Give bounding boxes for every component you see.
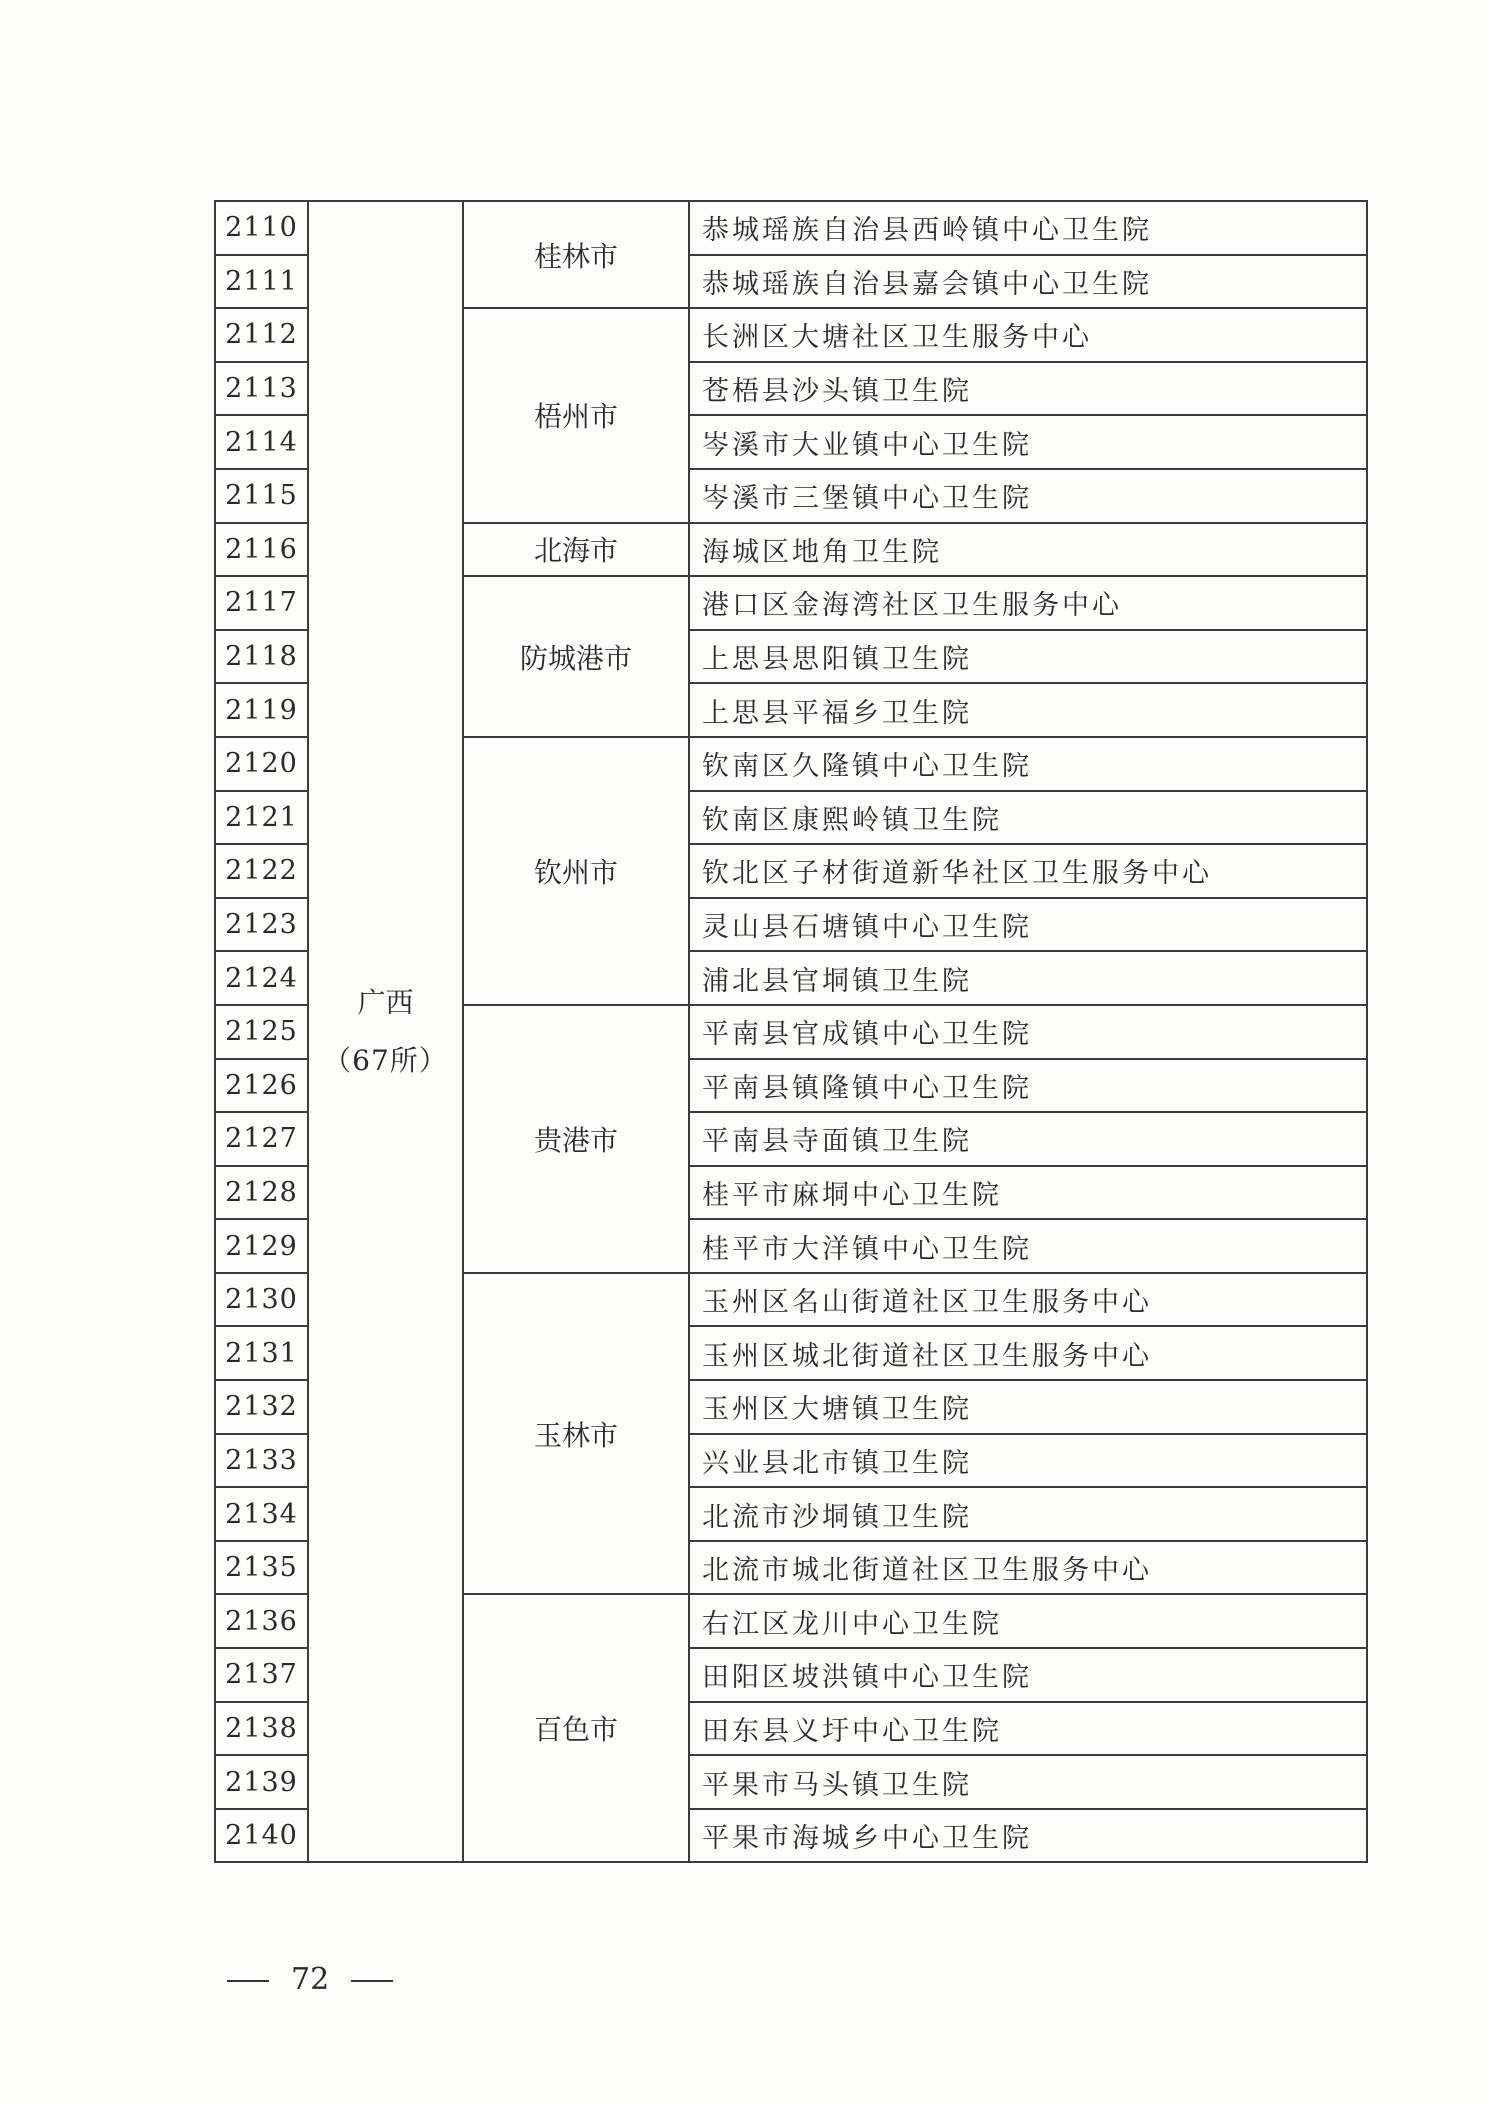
- city-cell: 百色市: [463, 1594, 689, 1862]
- row-number: 2133: [215, 1434, 308, 1488]
- footer-dash-right: [351, 1980, 393, 1982]
- row-number: 2123: [215, 898, 308, 952]
- row-number: 2114: [215, 415, 308, 469]
- hospital-list-table: [214, 200, 1368, 1863]
- row-number: 2122: [215, 844, 308, 898]
- city-cell: 北海市: [463, 523, 689, 577]
- institution-name: 田东县义圩中心卫生院: [689, 1702, 1367, 1756]
- institution-name: 右江区龙川中心卫生院: [689, 1594, 1367, 1648]
- city-cell: 防城港市: [463, 576, 689, 737]
- institution-name: 玉州区名山街道社区卫生服务中心: [689, 1273, 1367, 1327]
- footer-dash-left: [227, 1980, 269, 1982]
- institution-name: 桂平市大洋镇中心卫生院: [689, 1219, 1367, 1273]
- row-number: 2111: [215, 255, 308, 309]
- institution-name: 钦北区子材街道新华社区卫生服务中心: [689, 844, 1367, 898]
- institution-name: 钦南区久隆镇中心卫生院: [689, 737, 1367, 791]
- row-number: 2115: [215, 469, 308, 523]
- row-number: 2125: [215, 1005, 308, 1059]
- institution-name: 钦南区康熙岭镇卫生院: [689, 791, 1367, 845]
- institution-name: 平南县寺面镇卫生院: [689, 1112, 1367, 1166]
- province-name: 广西: [357, 985, 414, 1019]
- institution-name: 北流市城北街道社区卫生服务中心: [689, 1541, 1367, 1595]
- institution-name: 海城区地角卫生院: [689, 523, 1367, 577]
- page-footer: [205, 1962, 415, 1997]
- institution-name: 港口区金海湾社区卫生服务中心: [689, 576, 1367, 630]
- province-count: （67所）: [323, 1043, 448, 1077]
- row-number: 2112: [215, 308, 308, 362]
- row-number: 2135: [215, 1541, 308, 1595]
- institution-name: 兴业县北市镇卫生院: [689, 1434, 1367, 1488]
- table-row: [215, 201, 1367, 255]
- row-number: 2130: [215, 1273, 308, 1327]
- row-number: 2116: [215, 523, 308, 577]
- city-cell: 钦州市: [463, 737, 689, 1005]
- city-cell: 玉林市: [463, 1273, 689, 1595]
- institution-name: 长洲区大塘社区卫生服务中心: [689, 308, 1367, 362]
- institution-name: 平果市马头镇卫生院: [689, 1755, 1367, 1809]
- city-cell: 贵港市: [463, 1005, 689, 1273]
- province-cell: [308, 201, 463, 1862]
- institution-name: 苍梧县沙头镇卫生院: [689, 362, 1367, 416]
- institution-name: 北流市沙垌镇卫生院: [689, 1487, 1367, 1541]
- table-body: [215, 201, 1367, 1862]
- institution-name: 上思县平福乡卫生院: [689, 683, 1367, 737]
- institution-name: 浦北县官垌镇卫生院: [689, 951, 1367, 1005]
- institution-name: 恭城瑶族自治县西岭镇中心卫生院: [689, 201, 1367, 255]
- row-number: 2118: [215, 630, 308, 684]
- row-number: 2134: [215, 1487, 308, 1541]
- institution-name: 恭城瑶族自治县嘉会镇中心卫生院: [689, 255, 1367, 309]
- row-number: 2121: [215, 791, 308, 845]
- row-number: 2129: [215, 1219, 308, 1273]
- city-cell: 梧州市: [463, 308, 689, 522]
- row-number: 2110: [215, 201, 308, 255]
- row-number: 2117: [215, 576, 308, 630]
- row-number: 2140: [215, 1809, 308, 1863]
- row-number: 2127: [215, 1112, 308, 1166]
- row-number: 2120: [215, 737, 308, 791]
- institution-name: 玉州区城北街道社区卫生服务中心: [689, 1326, 1367, 1380]
- row-number: 2139: [215, 1755, 308, 1809]
- institution-name: 岑溪市三堡镇中心卫生院: [689, 469, 1367, 523]
- institution-name: 平南县官成镇中心卫生院: [689, 1005, 1367, 1059]
- row-number: 2124: [215, 951, 308, 1005]
- row-number: 2136: [215, 1594, 308, 1648]
- institution-name: 灵山县石塘镇中心卫生院: [689, 898, 1367, 952]
- institution-name: 田阳区坡洪镇中心卫生院: [689, 1648, 1367, 1702]
- row-number: 2132: [215, 1380, 308, 1434]
- row-number: 2128: [215, 1166, 308, 1220]
- row-number: 2126: [215, 1059, 308, 1113]
- city-cell: 桂林市: [463, 201, 689, 308]
- institution-name: 上思县思阳镇卫生院: [689, 630, 1367, 684]
- row-number: 2137: [215, 1648, 308, 1702]
- row-number: 2131: [215, 1326, 308, 1380]
- row-number: 2119: [215, 683, 308, 737]
- institution-name: 玉州区大塘镇卫生院: [689, 1380, 1367, 1434]
- institution-name: 桂平市麻垌中心卫生院: [689, 1166, 1367, 1220]
- row-number: 2138: [215, 1702, 308, 1756]
- institution-name: 岑溪市大业镇中心卫生院: [689, 415, 1367, 469]
- row-number: 2113: [215, 362, 308, 416]
- institution-name: 平南县镇隆镇中心卫生院: [689, 1059, 1367, 1113]
- institution-name: 平果市海城乡中心卫生院: [689, 1809, 1367, 1863]
- page-number: 72: [291, 1962, 330, 1997]
